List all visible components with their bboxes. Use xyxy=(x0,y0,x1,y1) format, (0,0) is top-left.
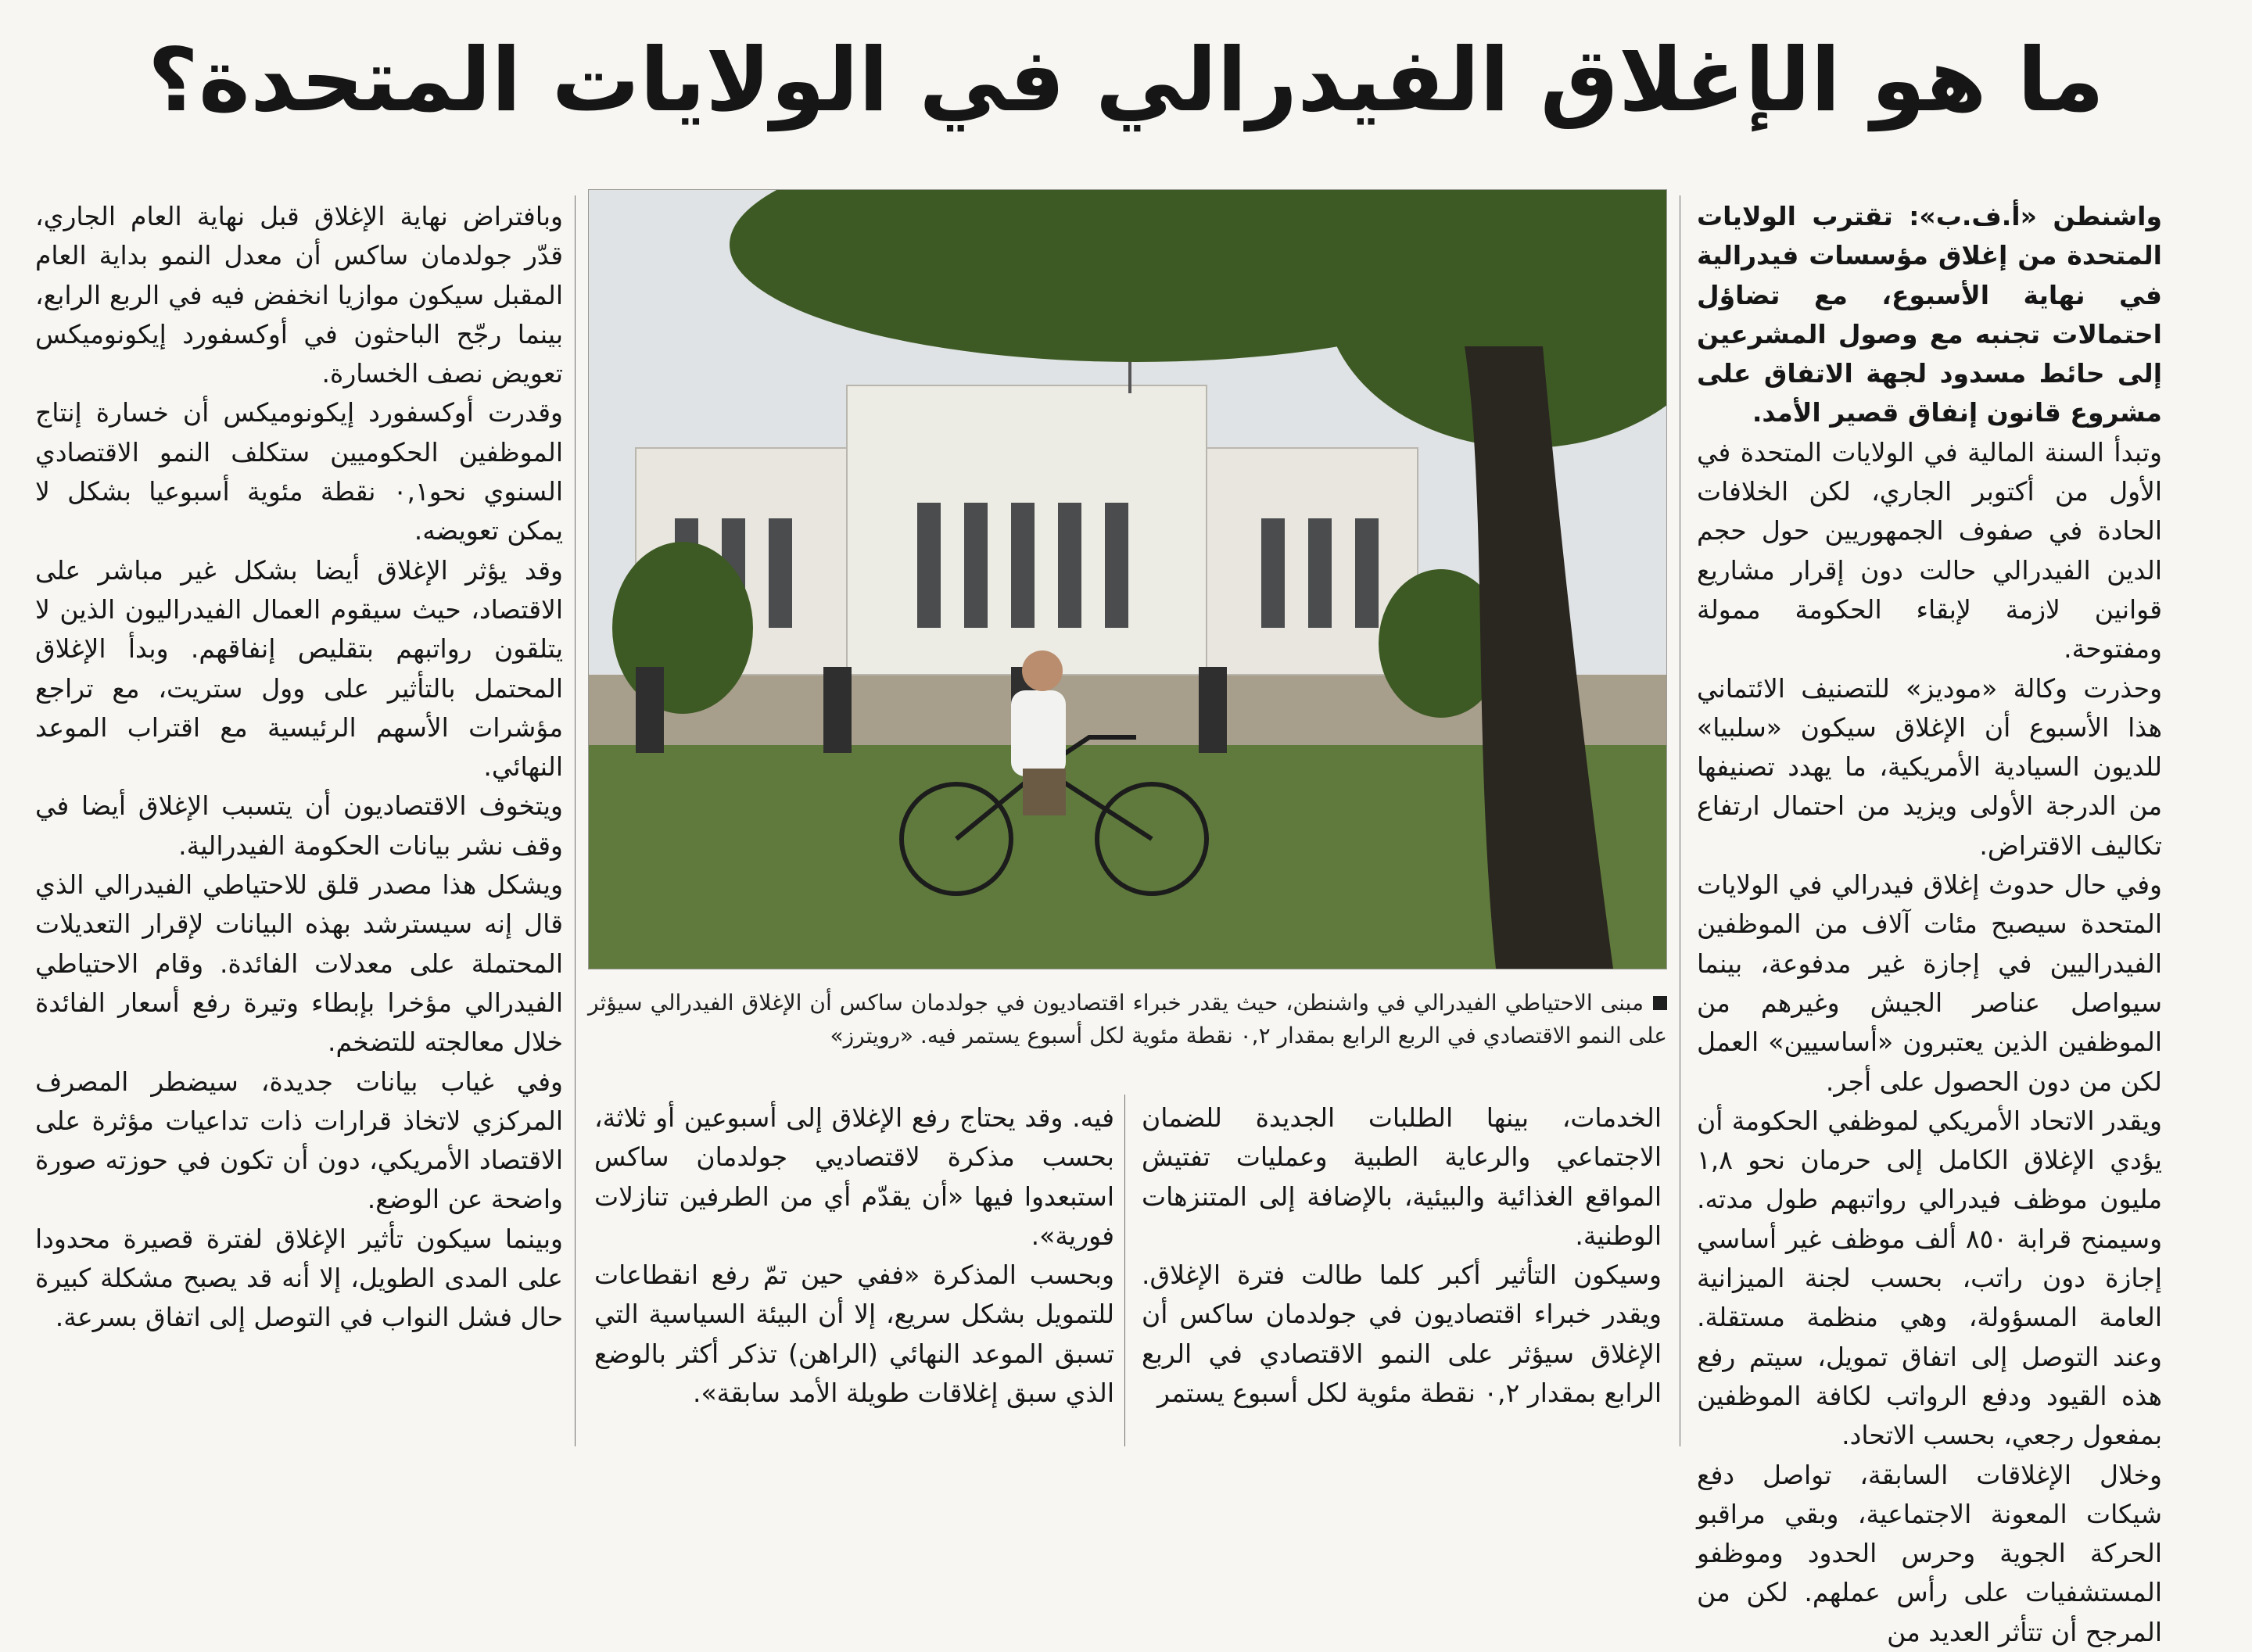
column-rule xyxy=(1124,1095,1125,1446)
caption-bullet-icon xyxy=(1653,996,1667,1010)
paragraph: وخلال الإغلاقات السابقة، تواصل دفع شيكات المعونة الاجتماعية، وبقي مراقبو الحركة الجوية وحرس الحدود وموظفو المستشفيات على رأس عملهم. لكن من المرجح أن تتأثر العديد من xyxy=(1697,1459,2162,1647)
caption-text: مبنى الاحتياطي الفيدرالي في واشنطن، حيث يقدر خبراء اقتصاديون في جولدمان ساكس أن الإغلاق الفيدرالي سيؤثر على النمو الاقتصادي في الربع الرابع بمقدار ٠,٢ نقطة مئوية لكل أسبوع يستمر فيه. «رويترز» xyxy=(588,990,1667,1048)
headline: ما هو الإغلاق الفيدرالي في الولايات المتحدة؟ xyxy=(147,30,2105,131)
column-right xyxy=(1697,197,2162,1652)
federal-reserve-photo xyxy=(588,189,1667,969)
paragraph: وبحسب المذكرة «ففي حين تمّ رفع انقطاعات للتمويل بشكل سريع، إلا أن البيئة السياسية التي تسبق الموعد النهائي (الراهن) تذكر أكثر بالوضع الذي سبق إغلاقات طويلة الأمد سابقة». xyxy=(594,1260,1114,1409)
paragraph: وقد يؤثر الإغلاق أيضا بشكل غير مباشر على الاقتصاد، حيث سيقوم العمال الفيدراليون الذين لا يتلقون رواتبهم بتقليص إنفاقهم. وبدأ الإغلاق المحتمل بالتأثير على وول ستريت، مع تراجع مؤشرات الأسهم الرئيسية مع اقتراب الموعد النهائي. xyxy=(35,554,563,783)
paragraph: وفي حال حدوث إغلاق فيدرالي في الولايات المتحدة سيصبح مئات آلاف من الموظفين الفيدراليين في إجازة غير مدفوعة، بينما سيواصل عناصر الجيش وغيرهم من الموظفين الذين يعتبرون «أساسيين» العمل لكن من دون الحصول على أجر. xyxy=(1697,869,2162,1097)
paragraph: وتبدأ السنة المالية في الولايات المتحدة في الأول من أكتوبر الجاري، لكن الخلافات الحادة في صفوف الجمهوريين حول حجم الدين الفيدرالي حالت دون إقرار مشاريع قوانين لازمة لإبقاء الحكومة ممولة ومفتوحة. xyxy=(1697,436,2162,665)
paragraph: وفي غياب بيانات جديدة، سيضطر المصرف المركزي لاتخاذ قرارات ذات تداعيات مؤثرة على الاقتصاد الأمريكي، دون أن تكون في حوزته صورة واضحة عن الوضع. xyxy=(35,1066,563,1215)
column-bottom-right xyxy=(1142,1098,1662,1413)
paragraph: ويقدر الاتحاد الأمريكي لموظفي الحكومة أن يؤدي الإغلاق الكامل إلى حرمان نحو ١,٨ مليون موظف فيدرالي رواتبهم طول مدته. وسيمنح قرابة ٨٥٠ ألف موظف غير أساسي إجازة دون راتب، بحسب لجنة الميزانية العامة المسؤولة، وهي منظمة مستقلة. وعند التوصل إلى اتفاق تمويل، سيتم رفع هذه القيود ودفع الرواتب لكافة الموظفين بمفعول رجعي، بحسب الاتحاد. xyxy=(1697,1105,2163,1451)
photo-caption xyxy=(588,987,1667,1052)
paragraph: وقدرت أوكسفورد إيكونوميكس أن خسارة إنتاج الموظفين الحكوميين ستكلف النمو الاقتصادي السنوي نحو٠,١ نقطة مئوية أسبوعيا بشكل لا يمكن تعويضه. xyxy=(35,397,563,546)
dateline-paragraph: واشنطن «أ.ف.ب»: تقترب الولايات المتحدة من إغلاق مؤسسات فيدرالية في نهاية الأسبوع، مع تضاؤل احتمالات تجنبه مع وصول المشرعين إلى حائط مسدود لجهة الاتفاق على مشروع قانون إنفاق قصير الأمد. xyxy=(1697,201,2162,428)
column-rule xyxy=(575,195,576,1446)
column-bottom-left xyxy=(594,1098,1114,1413)
paragraph: وحذرت وكالة «موديز» للتصنيف الائتماني هذا الأسبوع أن الإغلاق سيكون «سلبيا» للديون السيادية الأمريكية، ما يهدد تصنيفها من الدرجة الأولى ويزيد من احتمال ارتفاع تكاليف الاقتراض. xyxy=(1697,672,2162,861)
paragraph: فيه. وقد يحتاج رفع الإغلاق إلى أسبوعين أو ثلاثة، بحسب مذكرة لاقتصاديي جولدمان ساكس استبعدوا فيها «أن يقدّم أي من الطرفين تنازلات فورية». xyxy=(594,1102,1114,1251)
paragraph: وبافتراض نهاية الإغلاق قبل نهاية العام الجاري، قدّر جولدمان ساكس أن معدل النمو بداية العام المقبل سيكون موازيا انخفض فيه في الربع الرابع، بينما رجّح الباحثون في أوكسفورد إيكونوميكس تعويض نصف الخسارة. xyxy=(35,201,563,389)
paragraph: وسيكون التأثير أكبر كلما طالت فترة الإغلاق. ويقدر خبراء اقتصاديون في جولدمان ساكس أن الإغلاق سيؤثر على النمو الاقتصادي في الربع الرابع بمقدار ٠,٢ نقطة مئوية لكل أسبوع يستمر xyxy=(1142,1260,1662,1409)
paragraph: ويتخوف الاقتصاديون أن يتسبب الإغلاق أيضا في وقف نشر بيانات الحكومة الفيدرالية. xyxy=(35,790,563,861)
photo-illustration xyxy=(589,190,1666,969)
column-left xyxy=(35,197,563,1338)
paragraph: وبينما سيكون تأثير الإغلاق لفترة قصيرة محدودا على المدى الطويل، إلا أنه قد يصبح مشكلة كبيرة حال فشل النواب في التوصل إلى اتفاق بسرعة. xyxy=(35,1223,563,1333)
paragraph: الخدمات، بينها الطلبات الجديدة للضمان الاجتماعي والرعاية الطبية وعمليات تفتيش المواقع الغذائية والبيئية، بالإضافة إلى المتنزهات الوطنية. xyxy=(1142,1102,1662,1251)
paragraph: ويشكل هذا مصدر قلق للاحتياطي الفيدرالي الذي قال إنه سيسترشد بهذه البيانات لإقرار التعديلات المحتملة على معدلات الفائدة. وقام الاحتياطي الفيدرالي مؤخرا بإبطاء وتيرة رفع أسعار الفائدة خلال معالجته للتضخم. xyxy=(35,869,563,1058)
